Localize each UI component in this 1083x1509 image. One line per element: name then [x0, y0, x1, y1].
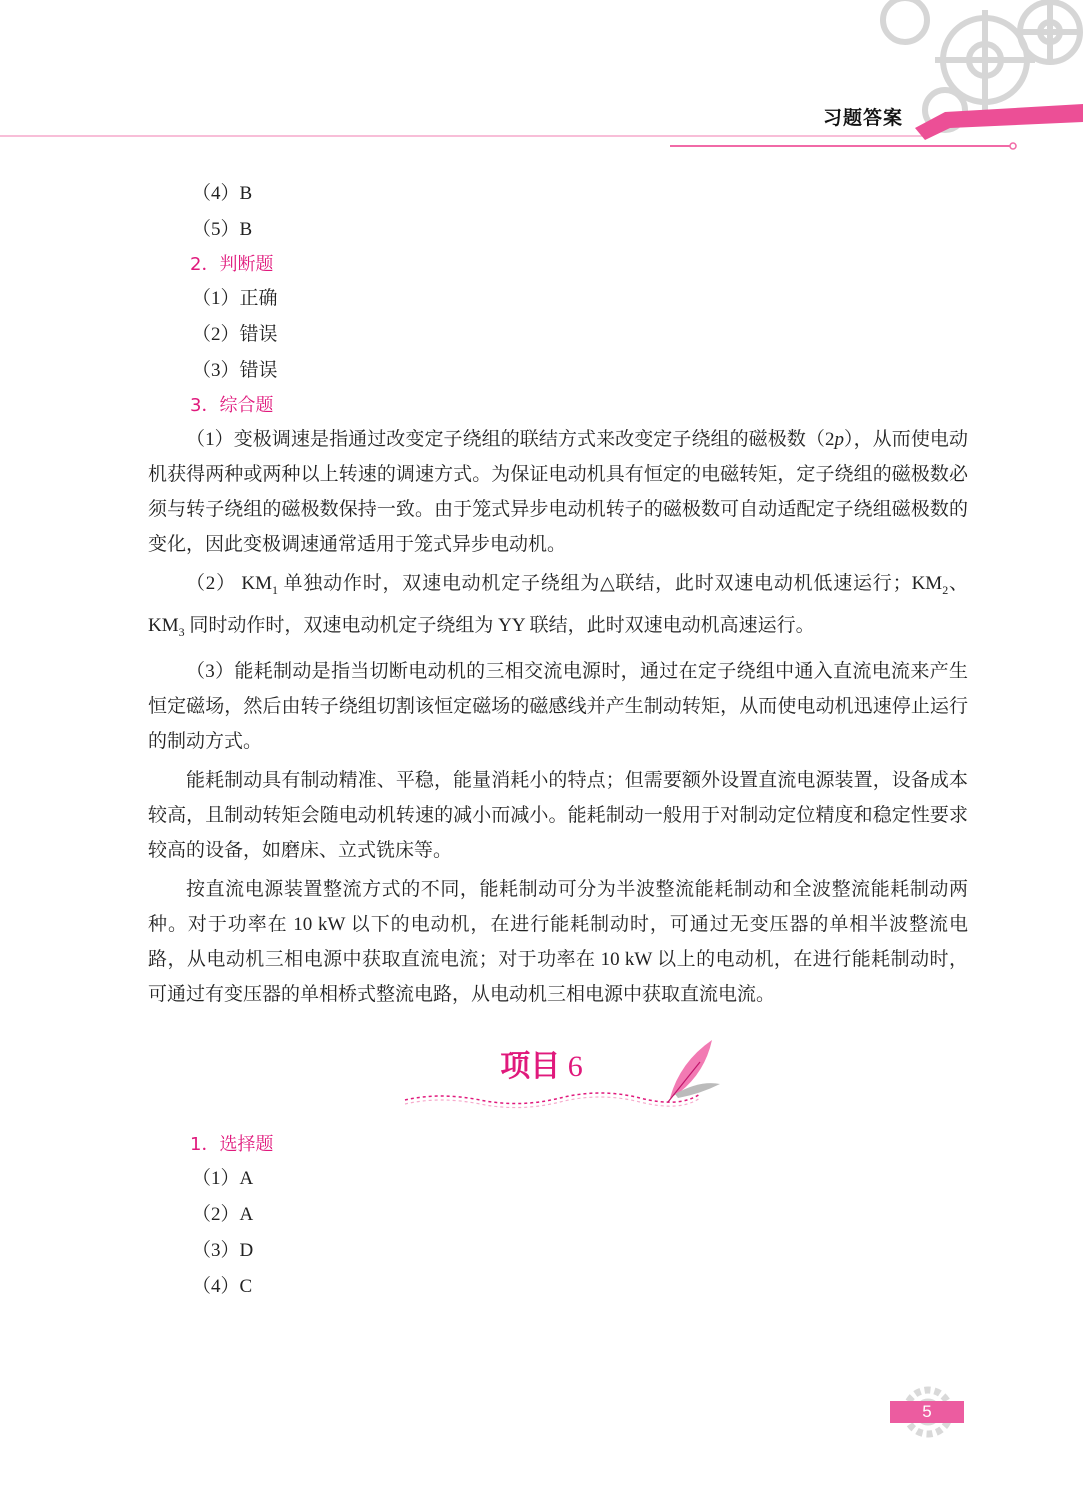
answer-paragraph-2: （2） $KM_1$ 单独动作时，双速电动机定子绕组为△联结，此时双速电动机低速运行；$KM_2$、 $KM_3$ 同时动作时，双速电动机定子绕组为 YY 联结，此时双速电动机高速运行。: [148, 573, 968, 639]
list-item: （1）A: [192, 1168, 254, 1189]
answer-paragraph-5: 按直流电源装置整流方式的不同，能耗制动可分为半波整流能耗制动和全波整流能耗制动两种。对于功率在 10 kW 以下的电动机，在进行能耗制动时，可通过无变压器的单相半波整流电路，从电动机三相电源中获取直流电流；对于功率在 10 kW 以上的电动机，在进行能耗制动时，可通过有变压器的单相桥式整流电路，从电动机三相电源中获取直流电流。: [148, 878, 968, 1005]
comprehensive-heading: 3．综合题: [190, 395, 274, 416]
list-item: （3）D: [192, 1240, 254, 1261]
answer-paragraph-3: （3）能耗制动是指当切断电动机的三相交流电源时，通过在定子绕组中通入直流电流来产生恒定磁场，然后由转子绕组切割该恒定磁场的磁感线并产生制动转矩，从而使电动机迅速停止运行的制动方式。: [148, 660, 968, 752]
page-number: 5: [890, 1401, 964, 1423]
header-accent-stripe: [915, 104, 1083, 140]
feather-pen-icon: [400, 1032, 730, 1112]
answer-paragraph-4: 能耗制动具有制动精准、平稳，能量消耗小的特点；但需要额外设置直流电源装置，设备成本较高，且制动转矩会随电动机转速的减小而减小。能耗制动一般用于对制动定位精度和稳定性要求较高的设备，如磨床、立式铣床等。: [148, 769, 968, 861]
list-item: （4）C: [192, 1276, 253, 1297]
header-title: 习题答案: [822, 107, 903, 129]
answer-content: [148, 176, 968, 1012]
list-item: （5）B: [192, 219, 253, 240]
section-title-number: 6: [567, 1050, 583, 1083]
section-title-label: 项目: [500, 1050, 561, 1083]
answer-paragraph-1: （1）变极调速是指通过改变定子绕组的联结方式来改变定子绕组的磁极数（2p），从而使电动机获得两种或两种以上转速的调速方式。为保证电动机具有恒定的电磁转矩，定子绕组的磁极数必须与转子绕组的磁极数保持一致。由于笼式异步电动机转子的磁极数可自动适配定子绕组磁极数的变化，因此变极调速通常适用于笼式异步电动机。: [148, 429, 968, 555]
list-item: （4）B: [192, 183, 253, 204]
choice-heading: 1．选择题: [190, 1134, 274, 1155]
list-item: （2）错误: [192, 324, 278, 345]
choice-section: [148, 1128, 968, 1305]
judge-heading: 2．判断题: [190, 254, 274, 275]
list-item: （1）正确: [192, 288, 278, 309]
list-item: （3）错误: [192, 360, 278, 381]
header-decoration: [0, 0, 1083, 160]
list-item: （2）A: [192, 1204, 254, 1225]
